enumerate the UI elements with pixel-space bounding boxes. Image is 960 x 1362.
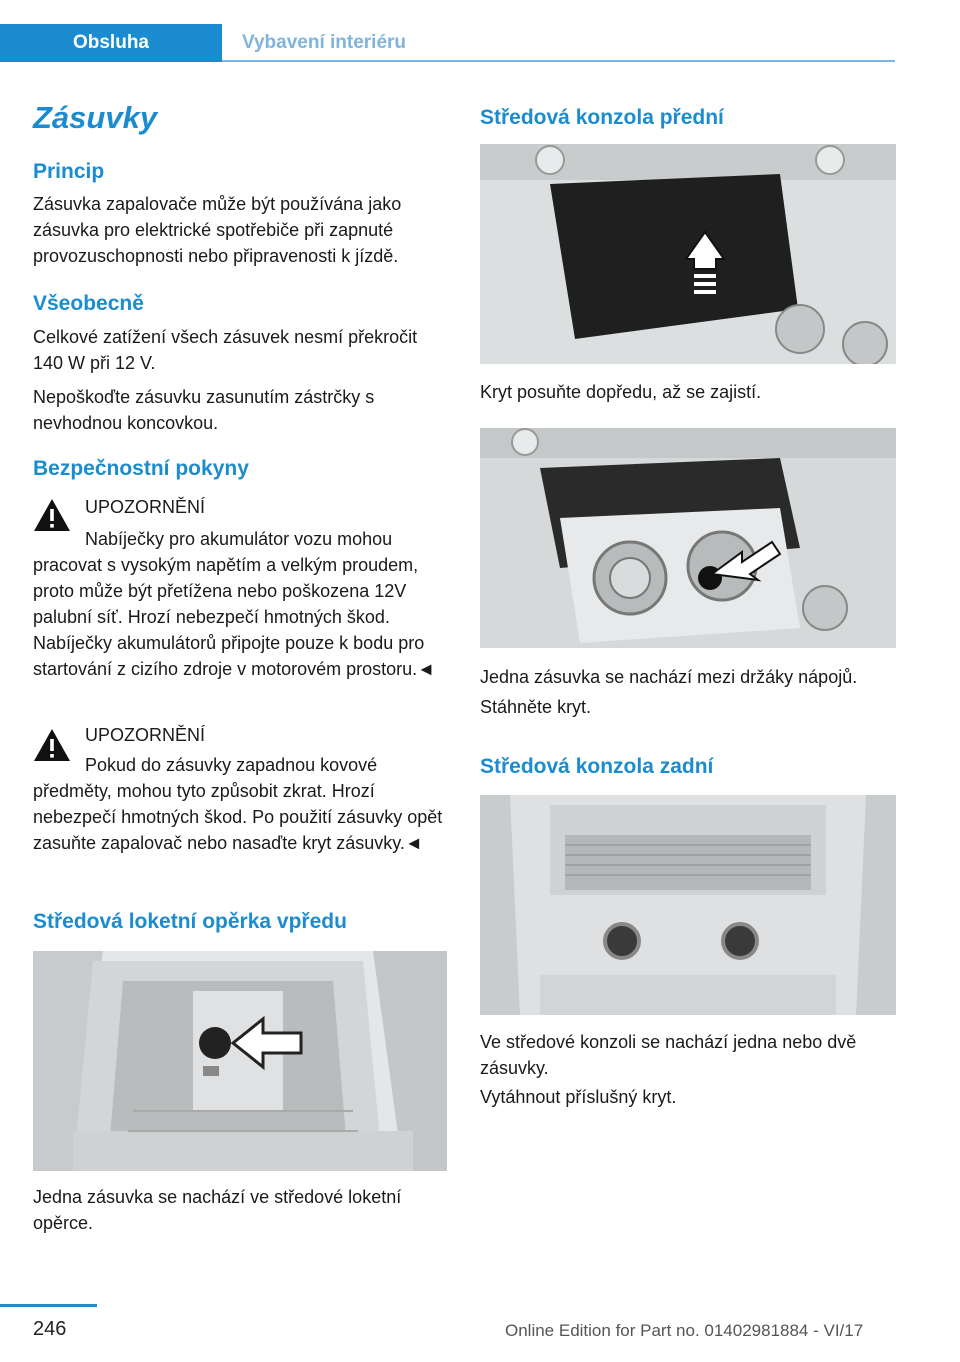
warning-2-label: UPOZORNĚNÍ (85, 725, 206, 745)
general-text-2: Nepoškoďte zásuvku zasunutím zástrčky s nevhodnou koncovkou. (33, 387, 375, 433)
general-heading: Všeobecně (33, 292, 144, 315)
rear-console-heading: Středová konzola zadní (480, 755, 714, 778)
armrest-compartment-photo (33, 951, 447, 1171)
page-number: 246 (33, 1318, 67, 1340)
front-caption-2: Jedna zásuvka se nachází mezi držáky nápojů. (480, 667, 858, 687)
armrest-caption: Jedna zásuvka se nachází ve středové loketní opěrce. (33, 1187, 402, 1233)
cupholder-socket-photo (480, 428, 896, 648)
header-divider (222, 60, 895, 62)
principle-text: Zásuvka zapalovače může být používána jako zásuvka pro elektrické spotřebiče při zapnuté provozuschopnosti nebo připravenosti k jízdě. (33, 194, 402, 266)
rear-caption-1: Ve středové konzoli se nachází jedna nebo dvě zásuvky. (480, 1032, 857, 1078)
front-console-cover-photo (480, 144, 896, 364)
front-caption-3: Stáhněte kryt. (480, 697, 592, 717)
warning-1-text: Nabíječky pro akumulátor vozu mohou pracovat s vysokým napětím a velkým proudem, proto může být přetížena nebo poškozena 12V palubní síť. Hrozí nebezpečí hmotných škod. Nabíječky akumulátorů připojte pouze k bodu pro startování z cizího zdroje v motorovém prostoru.◄ (33, 529, 435, 679)
section-tab-vybaveni: Vybavení interiéru (242, 32, 407, 53)
rear-caption-2: Vytáhnout příslušný kryt. (480, 1087, 677, 1107)
warning-1-label: UPOZORNĚNÍ (85, 497, 206, 517)
safety-heading: Bezpečnostní pokyny (33, 457, 249, 480)
footer-divider (0, 1304, 97, 1307)
front-caption-1: Kryt posuňte dopředu, až se zajistí. (480, 382, 762, 402)
warning-2-text: Pokud do zásuvky zapadnou kovové předměty, mohou tyto způsobit zkrat. Hrozí nebezpečí hmotných škod. Po použití zásuvky opět zasuňte zapalovač nebo nasaďte kryt zásuvky.◄ (33, 755, 443, 853)
edition-label: Online Edition for Part no. 01402981884 - VI/17 (505, 1321, 864, 1340)
page-header (0, 24, 895, 62)
front-console-heading: Středová konzola přední (480, 106, 724, 129)
page-title: Zásuvky (33, 100, 158, 135)
general-text-1: Celkové zatížení všech zásuvek nesmí překročit 140 W při 12 V. (33, 327, 418, 373)
principle-heading: Princip (33, 160, 105, 183)
armrest-heading: Středová loketní opěrka vpředu (33, 910, 347, 933)
rear-console-photo (480, 795, 896, 1015)
section-tab-obsluha: Obsluha (0, 24, 222, 62)
